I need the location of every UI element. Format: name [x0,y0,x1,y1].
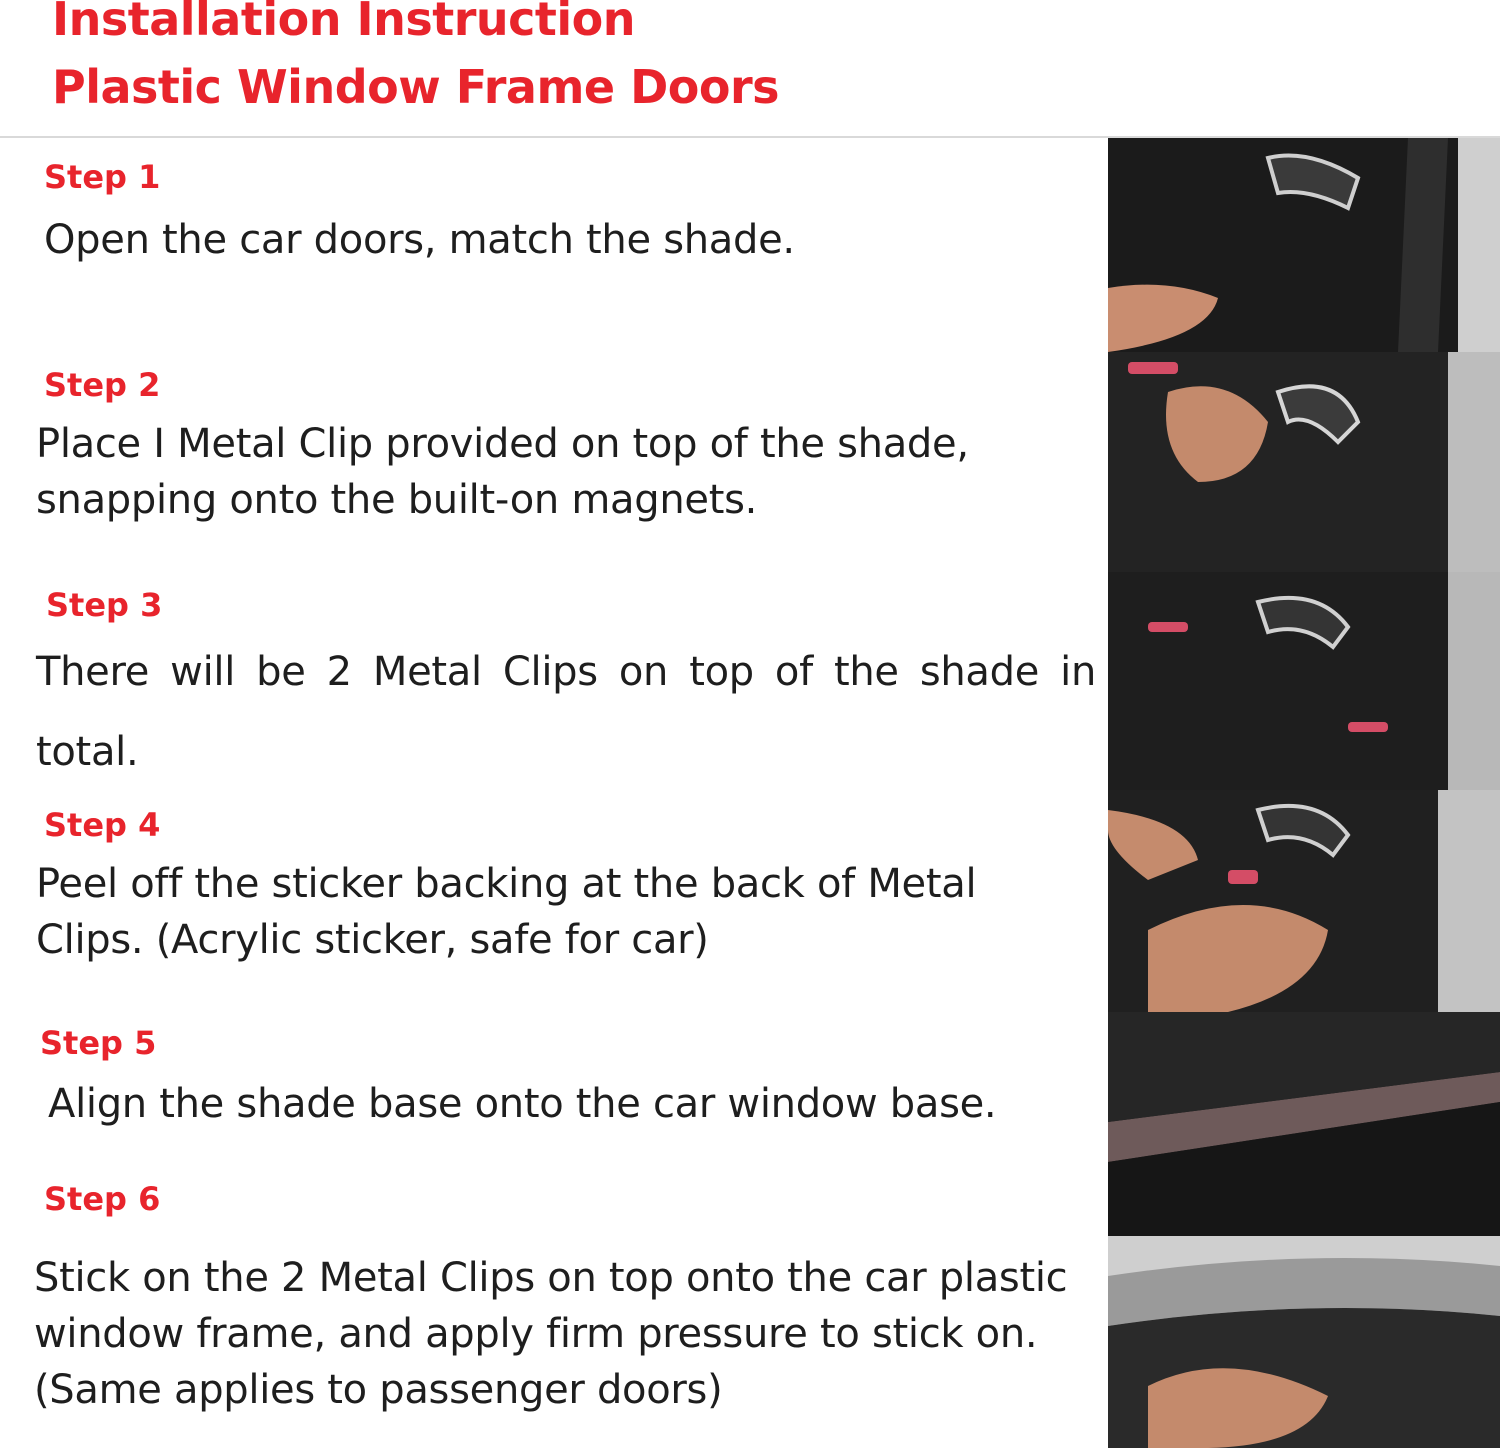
step-4-photo [1108,790,1500,1012]
step-6-text: Stick on the 2 Metal Clips on top onto the car plastic window frame, and apply firm pressure to stick on. (Same applies to passenger doors) [34,1255,1068,1413]
step-1-label: Step 1 [44,158,161,196]
step-6-photo [1108,1236,1500,1448]
photo-strip [1108,138,1500,1448]
header [0,0,1500,138]
step-6-label: Step 6 [44,1180,161,1218]
step-5-photo [1108,1012,1500,1236]
step-2-text: Place I Metal Clip provided on top of the shade, snapping onto the built-on magnets. [36,421,969,523]
step-3-text-line2: total. [36,729,139,775]
title-line-1: Installation Instruction [52,0,636,46]
step-3-label: Step 3 [46,586,163,624]
step-1-photo [1108,138,1500,352]
step-1-text: Open the car doors, match the shade. [44,217,795,263]
step-4-text: Peel off the sticker backing at the back of Metal Clips. (Acrylic sticker, safe for car) [36,861,977,963]
step-5-text: Align the shade base onto the car window base. [48,1081,997,1127]
step-4-label: Step 4 [44,806,161,844]
step-3-text-line1: There will be 2 Metal Clips on top of the shade in [36,649,1096,695]
step-2-photo [1108,352,1500,572]
step-2-label: Step 2 [44,366,161,404]
step-5-label: Step 5 [40,1024,157,1062]
title-line-2: Plastic Window Frame Doors [52,60,780,114]
step-3-photo [1108,572,1500,790]
